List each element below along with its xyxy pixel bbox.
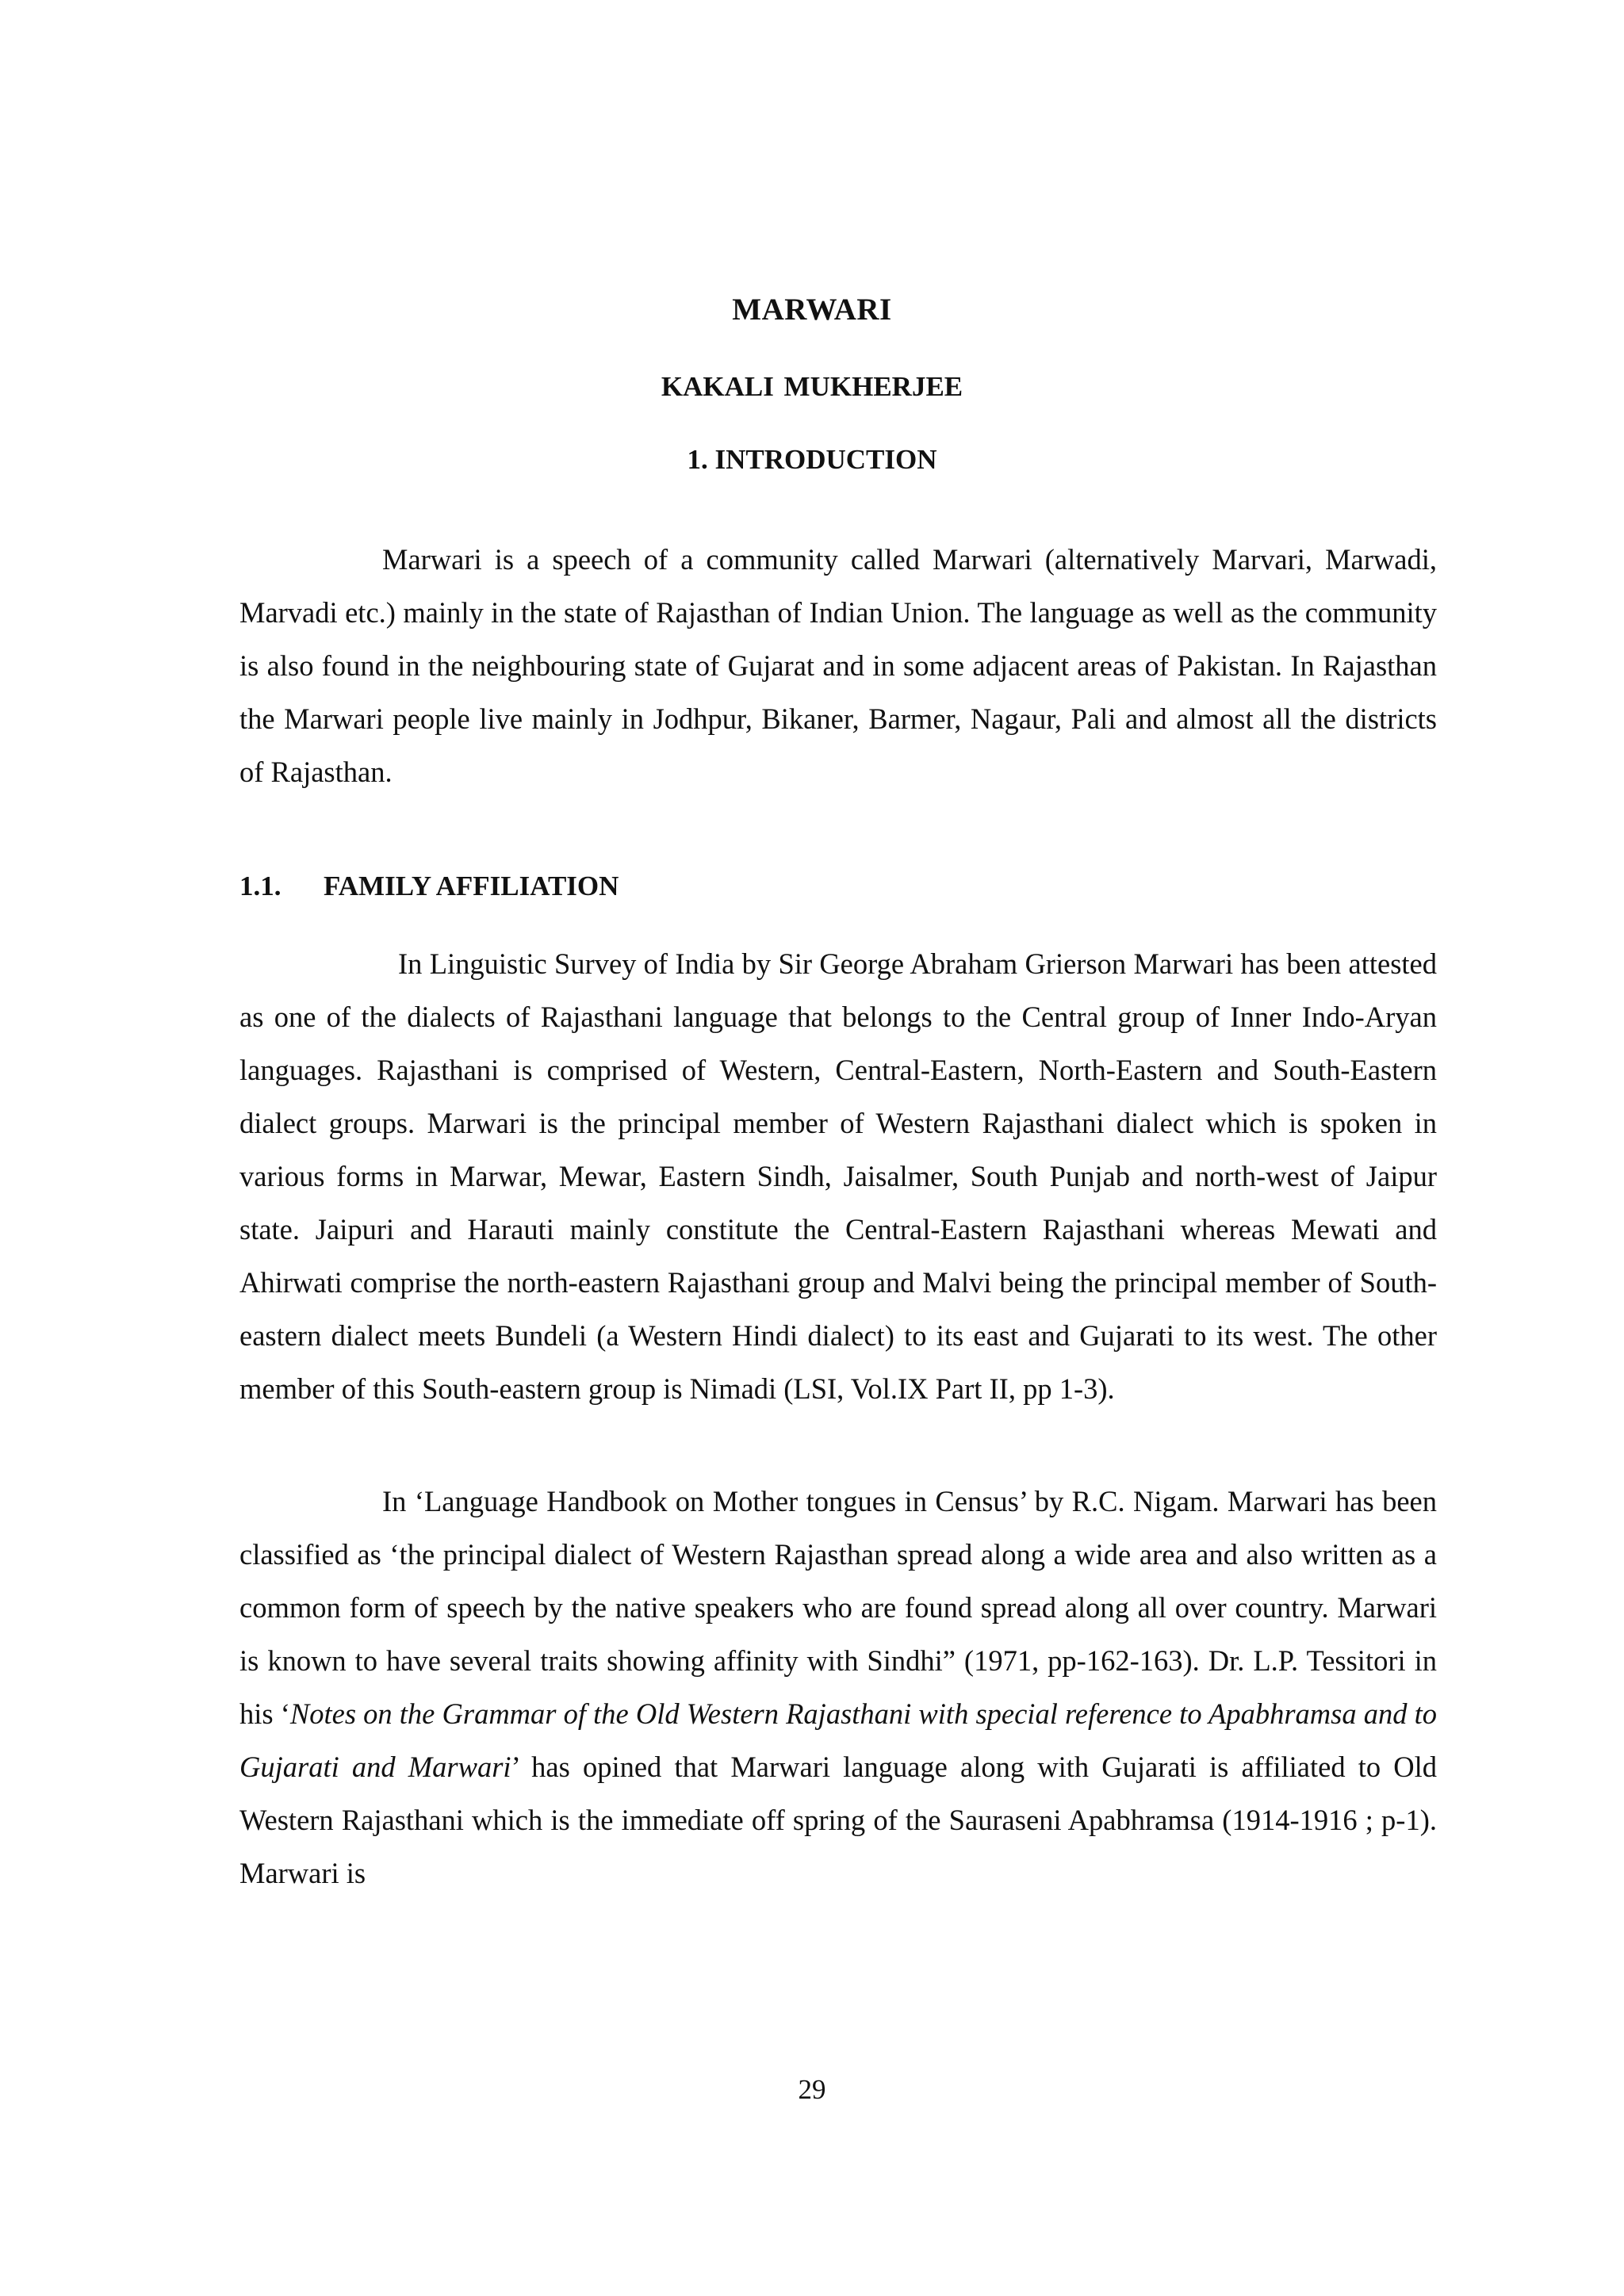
census-paragraph-part2: ’ has opined that Marwari language along with Gujarati is affiliated to Old Western Rajasthani which is the immediate off spring of the Sauraseni Apabhramsa (1914-1916 ; p-1). Marwari is bbox=[239, 1751, 1437, 1889]
subsection-number: 1.1. bbox=[239, 871, 282, 901]
page-number: 29 bbox=[798, 2074, 826, 2105]
affiliation-paragraph: In Linguistic Survey of India by Sir George Abraham Grierson Marwari has been attested as one of the dialects of Rajasthani language that belongs to the Central group of Inner Indo-Aryan languages. Rajasthani is comprised of Western, Central-Eastern, North-Eastern and South-Eastern dialect groups. Marwari is the principal member of Western Rajasthani dialect which is spoken in various forms in Marwar, Mewar, Eastern Sindh, Jaisalmer, South Punjab and north-west of Jaipur state. Jaipuri and Harauti mainly constitute the Central-Eastern Rajasthani whereas Mewati and Ahirwati comprise the north-eastern Rajasthani group and Malvi being the principal member of South-eastern dialect meets Bundeli (a Western Hindi dialect) to its east and Gujarati to its west. The other member of this South-eastern group is Nimadi (LSI, Vol.IX Part II, pp 1-3). bbox=[239, 947, 1437, 1405]
census-paragraph-part1: In ‘Language Handbook on Mother tongues in Census’ by R.C. Nigam. Marwari has been classified as ‘the principal dialect of Western Rajasthan spread along a wide area and also written as a common form of speech by the native speakers who are found spread along all over country. Marwari is known to have several traits showing affinity with Sindhi” (1971, pp-162-163). Dr. L.P. Tessitori in his ‘ bbox=[239, 1485, 1437, 1730]
intro-paragraph: Marwari is a speech of a community called Marwari (alternatively Marvari, Marwadi, Marvadi etc.) mainly in the state of Rajasthan of Indian Union. The language as well as the community is also found in the neighbouring state of Gujarat and in some adjacent areas of Pakistan. In Rajasthan the Marwari people live mainly in Jodhpur, Bikaner, Barmer, Nagaur, Pali and almost all the districts of Rajasthan. bbox=[239, 543, 1437, 788]
page-title: MARWARI bbox=[732, 293, 892, 327]
book-title-italic: Notes on the Grammar of the Old Western Rajasthani with special reference to Apabhramsa and to Gujarati and Marwari bbox=[239, 1697, 1438, 1783]
census-paragraph bbox=[239, 1475, 1437, 1900]
section-heading: 1. INTRODUCTION bbox=[687, 444, 937, 475]
author-name: KAKALI MUKHERJEE bbox=[661, 371, 963, 402]
subsection-title: FAMILY AFFILIATION bbox=[324, 871, 619, 901]
subsection-heading bbox=[239, 871, 619, 902]
